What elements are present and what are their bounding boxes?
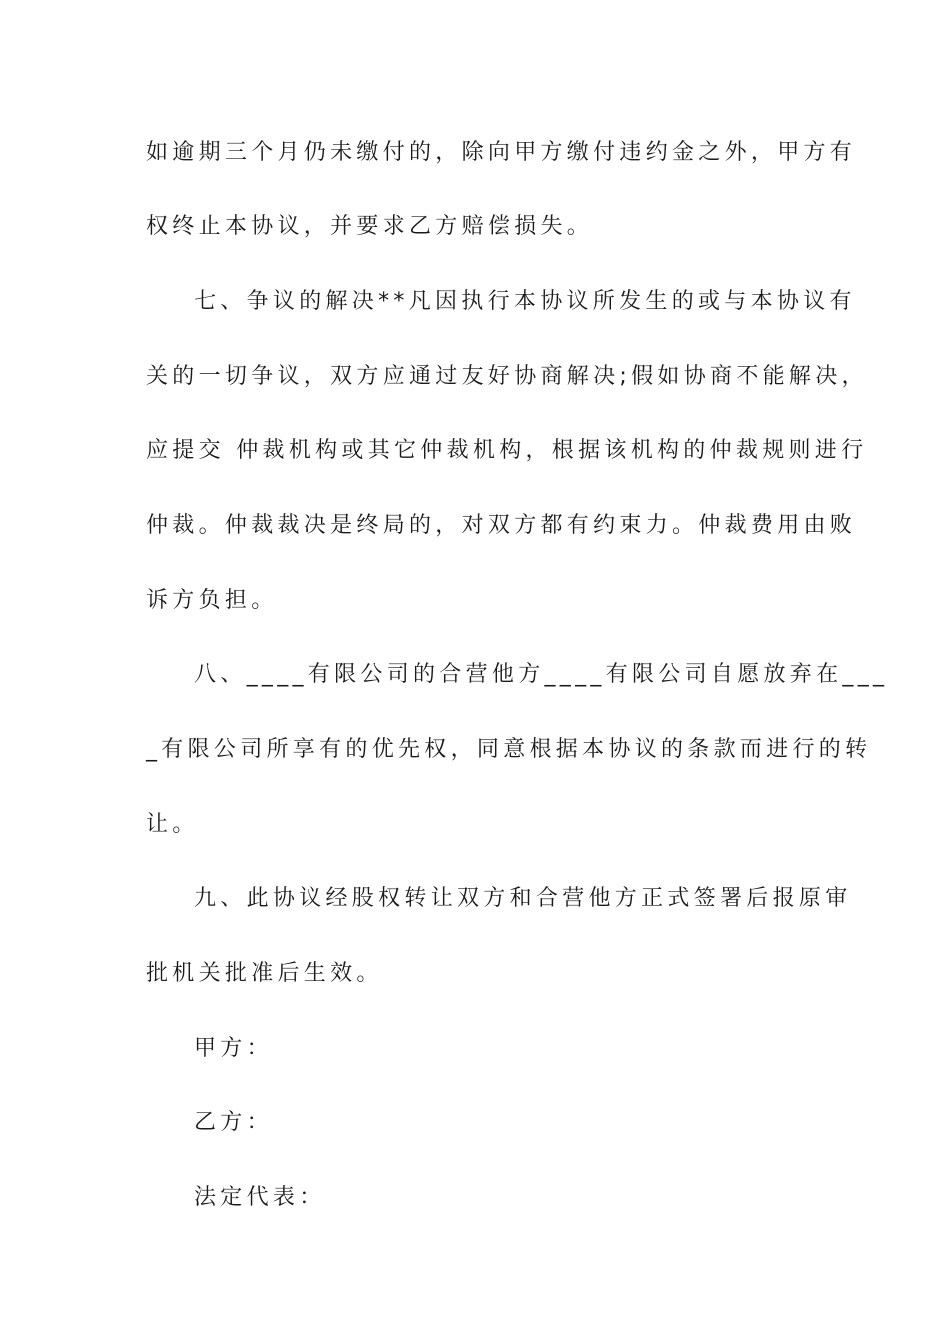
text-line: 仲裁。仲裁裁决是终局的，对双方都有约束力。仲裁费用由败	[146, 513, 857, 538]
text-line: 权终止本协议，并要求乙方赔偿损失。	[146, 214, 594, 239]
text-line: 让。	[146, 812, 199, 837]
party-b-label: 乙方：	[194, 1110, 273, 1135]
text-line: _有限公司所享有的优先权，同意根据本协议的条款而进行的转	[146, 737, 872, 762]
paragraph-start-line: 七、争议的解决**凡因执行本协议所发生的或与本协议有	[194, 289, 856, 314]
paragraph-start-line: 九、此协议经股权转让双方和合营他方正式签署后报原审	[194, 886, 852, 911]
legal-representative-label: 法定代表：	[194, 1185, 326, 1210]
text-line: 关的一切争议，双方应通过友好协商解决;假如协商不能解决，	[146, 364, 868, 389]
paragraph-start-line: 八、____有限公司的合营他方____有限公司自愿放弃在___	[194, 662, 889, 687]
text-line: 如逾期三个月仍未缴付的，除向甲方缴付违约金之外，甲方有	[146, 140, 857, 165]
party-a-label: 甲方：	[194, 1036, 273, 1061]
text-line: 应提交 仲裁机构或其它仲裁机构，根据该机构的仲裁规则进行	[146, 438, 868, 463]
text-line: 诉方负担。	[146, 588, 278, 613]
text-line: 批机关批准后生效。	[146, 961, 383, 986]
